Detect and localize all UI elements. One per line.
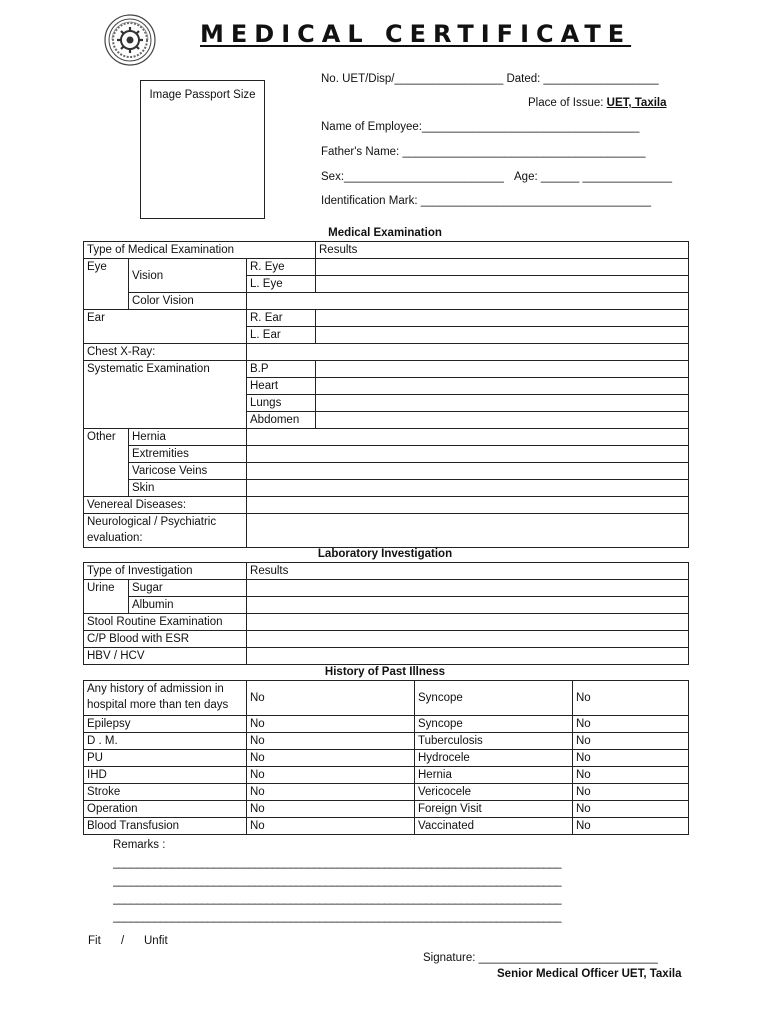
history-item: Tuberculosis [415, 733, 573, 750]
hernia-result[interactable] [247, 429, 689, 446]
chest-xray-result[interactable] [247, 344, 689, 361]
history-value[interactable]: No [573, 801, 689, 818]
history-item: D . M. [84, 733, 247, 750]
albumin-cell: Albumin [129, 597, 247, 614]
idmark-label: Identification Mark: [321, 195, 418, 207]
l-eye-result[interactable] [316, 276, 689, 293]
passport-photo-box [140, 80, 265, 219]
varicose-cell: Varicose Veins [129, 463, 247, 480]
employee-name-field[interactable] [321, 121, 639, 133]
place-value: UET, Taxila [606, 97, 667, 109]
medical-col-results: Results [316, 242, 689, 259]
remarks-line-4[interactable]: ____________________________________________________________________________ [113, 911, 562, 923]
skin-cell: Skin [129, 480, 247, 497]
hbv-result[interactable] [247, 648, 689, 665]
history-item: Hernia [415, 767, 573, 784]
lungs-result[interactable] [316, 395, 689, 412]
signature-field[interactable] [423, 952, 658, 964]
university-logo [104, 14, 156, 66]
officer-title: Senior Medical Officer UET, Taxila [497, 968, 682, 980]
sex-label: Sex: [321, 171, 345, 183]
history-item: Vaccinated [415, 818, 573, 835]
cp-blood-cell: C/P Blood with ESR [84, 631, 247, 648]
heart-cell: Heart [247, 378, 316, 395]
lab-col-type: Type of Investigation [84, 563, 247, 580]
r-ear-cell: R. Ear [247, 310, 316, 327]
chest-xray-cell: Chest X-Ray: [84, 344, 247, 361]
color-vision-result[interactable] [247, 293, 689, 310]
l-eye-cell: L. Eye [247, 276, 316, 293]
sugar-cell: Sugar [129, 580, 247, 597]
unfit-option[interactable]: Unfit [144, 935, 168, 947]
remarks-line-1[interactable]: ____________________________________________________________________________ [113, 857, 562, 869]
dated-blank: __________________ [543, 73, 659, 85]
lab-table [83, 562, 689, 665]
history-value[interactable]: No [247, 750, 415, 767]
history-item: PU [84, 750, 247, 767]
venereal-cell: Venereal Diseases: [84, 497, 247, 514]
remarks-line-3[interactable]: ____________________________________________________________________________ [113, 893, 562, 905]
remarks-line-2[interactable]: ____________________________________________________________________________ [113, 875, 562, 887]
abdomen-result[interactable] [316, 412, 689, 429]
history-item: Stroke [84, 784, 247, 801]
r-ear-result[interactable] [316, 310, 689, 327]
remarks-label: Remarks : [113, 839, 166, 851]
page-title: MEDICAL CERTIFICATE [200, 20, 632, 48]
history-value[interactable]: No [247, 784, 415, 801]
l-ear-cell: L. Ear [247, 327, 316, 344]
father-name-field[interactable] [321, 146, 646, 158]
signature-label: Signature: [423, 952, 476, 964]
history-table [83, 680, 689, 835]
father-blank: ______________________________________ [402, 146, 646, 158]
employee-label: Name of Employee: [321, 121, 422, 133]
r-eye-result[interactable] [316, 259, 689, 276]
sugar-result[interactable] [247, 580, 689, 597]
fit-option[interactable]: Fit [88, 935, 101, 947]
history-value[interactable]: No [247, 801, 415, 818]
extremities-result[interactable] [247, 446, 689, 463]
urine-cell: Urine [84, 580, 129, 614]
history-value[interactable]: No [247, 767, 415, 784]
heart-result[interactable] [316, 378, 689, 395]
history-item: Syncope [415, 716, 573, 733]
history-value[interactable]: No [573, 767, 689, 784]
r-eye-cell: R. Eye [247, 259, 316, 276]
dated-label: Dated: [506, 73, 541, 85]
cp-blood-result[interactable] [247, 631, 689, 648]
cert-number-blank: _________________ [394, 73, 504, 85]
eye-cell: Eye [84, 259, 129, 310]
neuro-result[interactable] [247, 514, 689, 548]
history-section-title: History of Past Illness [324, 666, 446, 678]
history-value[interactable]: No [573, 784, 689, 801]
identification-mark-field[interactable] [321, 195, 651, 207]
history-value[interactable]: No [573, 733, 689, 750]
fit-separator: / [121, 935, 125, 947]
bp-cell: B.P [247, 361, 316, 378]
cert-number-field[interactable] [321, 73, 659, 85]
other-cell: Other [84, 429, 129, 497]
history-value[interactable]: No [573, 716, 689, 733]
history-value[interactable]: No [247, 818, 415, 835]
history-value[interactable]: No [247, 681, 415, 716]
sex-field[interactable] [321, 171, 504, 183]
skin-result[interactable] [247, 480, 689, 497]
medical-exam-table [83, 241, 689, 548]
albumin-result[interactable] [247, 597, 689, 614]
age-label: Age: [514, 171, 538, 183]
venereal-result[interactable] [247, 497, 689, 514]
varicose-result[interactable] [247, 463, 689, 480]
place-of-issue [528, 97, 667, 109]
history-item: Blood Transfusion [84, 818, 247, 835]
hernia-cell: Hernia [129, 429, 247, 446]
history-item: Foreign Visit [415, 801, 573, 818]
employee-blank: __________________________________ [422, 121, 640, 133]
history-item: Hydrocele [415, 750, 573, 767]
age-blank: ______ ______________ [540, 171, 672, 183]
history-item: Epilepsy [84, 716, 247, 733]
l-ear-result[interactable] [316, 327, 689, 344]
hbv-cell: HBV / HCV [84, 648, 247, 665]
bp-result[interactable] [316, 361, 689, 378]
lab-section-title: Laboratory Investigation [317, 548, 453, 560]
abdomen-cell: Abdomen [247, 412, 316, 429]
history-item: Operation [84, 801, 247, 818]
history-value[interactable]: No [573, 681, 689, 716]
lungs-cell: Lungs [247, 395, 316, 412]
lab-col-results: Results [247, 563, 689, 580]
idmark-blank: ____________________________________ [420, 195, 651, 207]
vision-cell: Vision [129, 259, 247, 293]
ear-cell: Ear [84, 310, 247, 344]
cert-number-label: No. UET/Disp/ [321, 73, 395, 85]
history-value[interactable]: No [573, 818, 689, 835]
neuro-cell: Neurological / Psychiatric evaluation: [84, 514, 247, 548]
medical-section-title: Medical Examination [328, 227, 442, 239]
stool-cell: Stool Routine Examination [84, 614, 247, 631]
signature-blank: ____________________________ [478, 952, 658, 964]
sex-blank: _________________________ [344, 171, 504, 183]
history-item: Vericocele [415, 784, 573, 801]
photo-label: Image Passport Size [149, 89, 256, 101]
father-label: Father's Name: [321, 146, 400, 158]
history-value[interactable]: No [573, 750, 689, 767]
extremities-cell: Extremities [129, 446, 247, 463]
history-item: Any history of admission in hospital more than ten days [84, 681, 247, 716]
medical-col-type: Type of Medical Examination [84, 242, 316, 259]
color-vision-cell: Color Vision [129, 293, 247, 310]
history-item: IHD [84, 767, 247, 784]
age-field[interactable] [514, 171, 672, 183]
place-label: Place of Issue: [528, 97, 604, 109]
history-item: Syncope [415, 681, 573, 716]
stool-result[interactable] [247, 614, 689, 631]
history-value[interactable]: No [247, 733, 415, 750]
history-value[interactable]: No [247, 716, 415, 733]
systematic-cell: Systematic Examination [84, 361, 247, 429]
